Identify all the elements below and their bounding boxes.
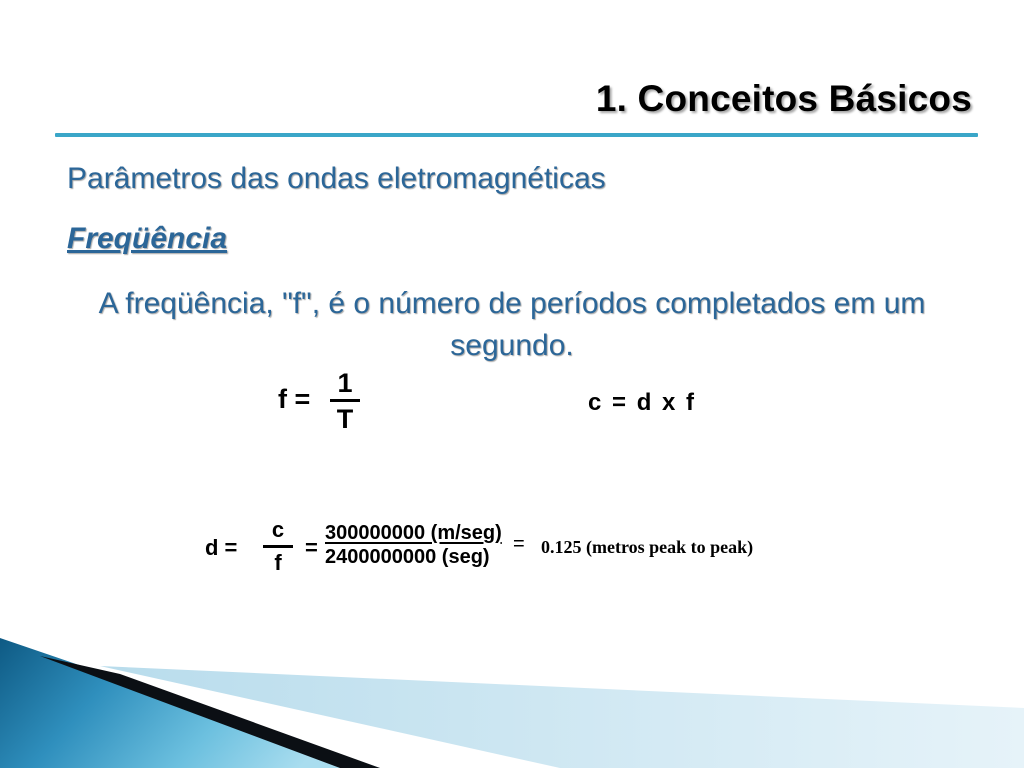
- equals-sign: =: [513, 533, 525, 555]
- value-denominator: 2400000000 (seg): [325, 546, 490, 568]
- fraction-bar: [330, 399, 360, 402]
- subheading: Parâmetros das ondas eletromagnéticas: [67, 162, 606, 195]
- fraction-denominator: T: [336, 404, 354, 434]
- fraction: [330, 368, 360, 434]
- fraction-numerator: c: [271, 517, 285, 542]
- speed-formula: c = d x f: [588, 389, 695, 416]
- decorative-corner: [0, 638, 1024, 768]
- definition-text: A freqüência, "f", é o número de períodos completados em um segundo.: [98, 287, 926, 362]
- formula-lhs: f =: [278, 384, 311, 414]
- result-value: 0.125 (metros peak to peak): [541, 537, 754, 557]
- title-divider: [55, 133, 978, 137]
- section-heading: Freqüência: [67, 222, 228, 255]
- fraction-bar: [263, 545, 293, 548]
- value-fraction: [325, 521, 502, 569]
- slide-title: 1. Conceitos Básicos: [595, 78, 972, 119]
- value-numerator: 300000000 (m/seg): [325, 522, 502, 544]
- fraction-denominator: f: [274, 550, 282, 575]
- formula-lhs: d =: [205, 535, 238, 560]
- fraction-numerator: 1: [337, 368, 353, 398]
- wavelength-formula: [205, 515, 825, 583]
- fraction: [263, 517, 293, 576]
- equals-sign: =: [305, 535, 318, 560]
